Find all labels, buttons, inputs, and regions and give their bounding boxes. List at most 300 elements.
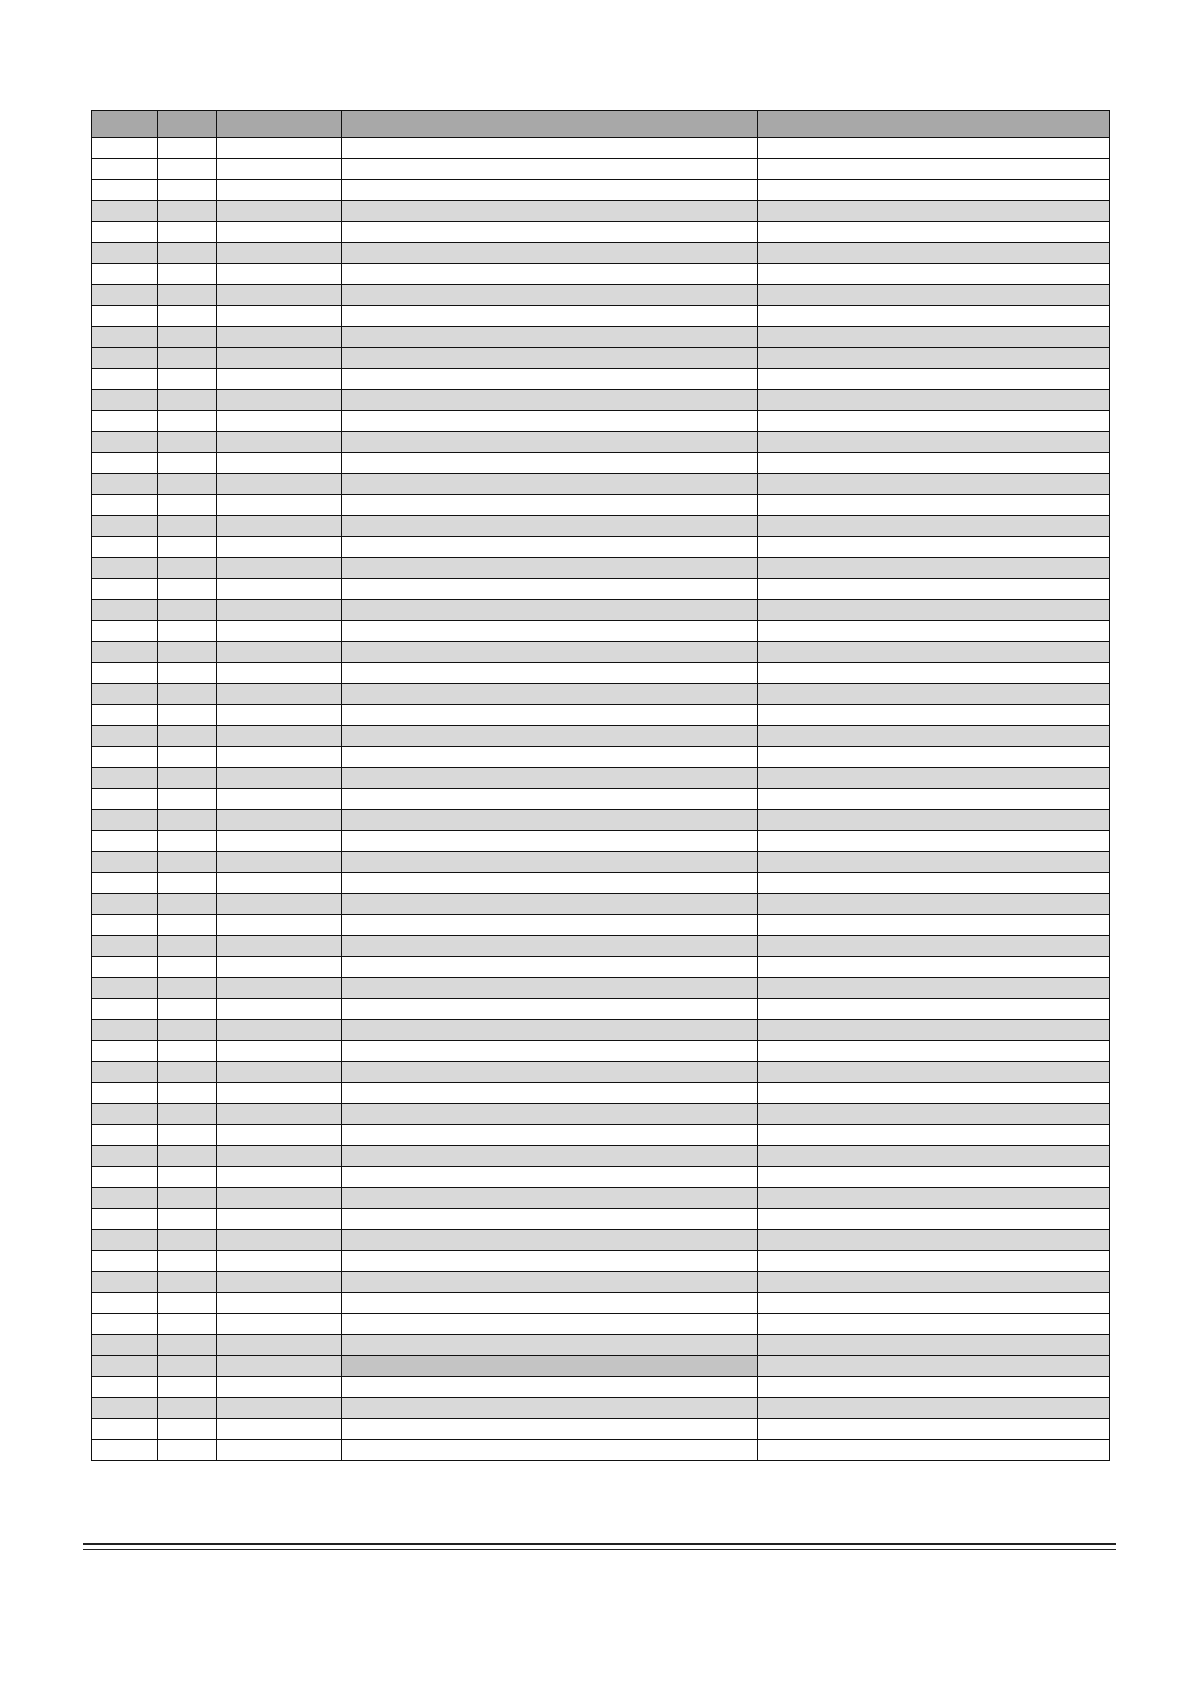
- table-cell: [158, 138, 217, 159]
- table-cell: [342, 1398, 758, 1419]
- table-cell: [758, 180, 1110, 201]
- table-cell: [217, 957, 342, 978]
- table-cell: [217, 558, 342, 579]
- table-cell: [92, 747, 158, 768]
- table-cell: [342, 642, 758, 663]
- table-cell: [158, 1041, 217, 1062]
- table-cell: [158, 1356, 217, 1377]
- table-cell: [342, 1314, 758, 1335]
- table-row: [92, 1083, 1110, 1104]
- table-cell: [758, 747, 1110, 768]
- table-cell: [158, 579, 217, 600]
- table-cell: [158, 1209, 217, 1230]
- table-cell: [158, 1440, 217, 1461]
- table-cell: [342, 264, 758, 285]
- table-cell: [158, 663, 217, 684]
- table-cell: [217, 663, 342, 684]
- table-cell: [217, 1209, 342, 1230]
- table-cell: [758, 201, 1110, 222]
- table-cell: [342, 789, 758, 810]
- table-cell: [217, 873, 342, 894]
- table-cell: [342, 159, 758, 180]
- table-cell: [342, 1419, 758, 1440]
- table-cell: [758, 516, 1110, 537]
- table-cell: [217, 1146, 342, 1167]
- table-cell: [342, 621, 758, 642]
- table-cell: [158, 810, 217, 831]
- table-cell: [342, 1335, 758, 1356]
- table-row: [92, 1188, 1110, 1209]
- table-row: [92, 180, 1110, 201]
- table-cell: [758, 537, 1110, 558]
- table-cell: [158, 1314, 217, 1335]
- table-cell: [217, 831, 342, 852]
- table-cell: [92, 369, 158, 390]
- table-cell: [342, 1272, 758, 1293]
- table-row: [92, 1356, 1110, 1377]
- table-cell: [217, 537, 342, 558]
- table-row: [92, 852, 1110, 873]
- table-cell: [92, 411, 158, 432]
- table-cell: [758, 768, 1110, 789]
- table-cell: [342, 243, 758, 264]
- table-row: [92, 537, 1110, 558]
- table-cell: [92, 957, 158, 978]
- table-cell: [217, 1272, 342, 1293]
- table-cell: [217, 159, 342, 180]
- table-cell: [217, 327, 342, 348]
- table-cell: [758, 663, 1110, 684]
- table-cell: [217, 1062, 342, 1083]
- table-cell: [342, 222, 758, 243]
- table-cell: [217, 579, 342, 600]
- table-cell: [342, 936, 758, 957]
- table-row: [92, 1293, 1110, 1314]
- table-row: [92, 999, 1110, 1020]
- table-cell: [758, 1209, 1110, 1230]
- table-cell: [758, 1167, 1110, 1188]
- table-cell: [217, 1335, 342, 1356]
- table-cell: [92, 306, 158, 327]
- table-cell: [92, 978, 158, 999]
- table-cell: [217, 810, 342, 831]
- table-cell: [342, 1209, 758, 1230]
- table-cell: [92, 831, 158, 852]
- table-cell: [342, 747, 758, 768]
- table-cell: [217, 390, 342, 411]
- table-row: [92, 1398, 1110, 1419]
- table-cell: [342, 894, 758, 915]
- table-cell: [758, 999, 1110, 1020]
- table-cell: [217, 768, 342, 789]
- table-cell: [92, 1251, 158, 1272]
- table-cell: [92, 201, 158, 222]
- table-row: [92, 747, 1110, 768]
- table-cell: [92, 1125, 158, 1146]
- table-cell: [217, 1041, 342, 1062]
- table-cell: [758, 1020, 1110, 1041]
- table-cell: [158, 1167, 217, 1188]
- table-row: [92, 285, 1110, 306]
- table-cell: [342, 684, 758, 705]
- table-cell: [758, 558, 1110, 579]
- table-cell: [217, 1293, 342, 1314]
- table-cell: [342, 1188, 758, 1209]
- table-cell: [158, 1230, 217, 1251]
- table-cell: [158, 1083, 217, 1104]
- table-cell: [342, 768, 758, 789]
- table-cell: [158, 600, 217, 621]
- column-header: [758, 111, 1110, 138]
- table-cell: [92, 537, 158, 558]
- table-cell: [758, 138, 1110, 159]
- table-cell: [342, 180, 758, 201]
- table-row: [92, 1440, 1110, 1461]
- table-cell: [217, 915, 342, 936]
- table-cell: [758, 306, 1110, 327]
- table-row: [92, 327, 1110, 348]
- table-cell: [92, 1062, 158, 1083]
- table-cell: [758, 789, 1110, 810]
- table-cell: [217, 1188, 342, 1209]
- table-cell: [342, 663, 758, 684]
- table-cell: [342, 516, 758, 537]
- table-cell: [758, 285, 1110, 306]
- table-cell: [92, 1146, 158, 1167]
- table-cell: [342, 579, 758, 600]
- table-cell: [217, 474, 342, 495]
- table-row: [92, 1251, 1110, 1272]
- table-row: [92, 600, 1110, 621]
- table-cell: [342, 1062, 758, 1083]
- table-cell: [158, 894, 217, 915]
- table-cell: [92, 684, 158, 705]
- table-cell: [342, 1167, 758, 1188]
- table-cell: [217, 684, 342, 705]
- table-cell: [158, 474, 217, 495]
- table-cell: [217, 789, 342, 810]
- table-cell: [92, 1230, 158, 1251]
- table-row: [92, 369, 1110, 390]
- table-cell: [758, 1356, 1110, 1377]
- table-cell: [92, 1377, 158, 1398]
- table-cell: [342, 978, 758, 999]
- table-cell: [92, 1020, 158, 1041]
- table-cell: [342, 453, 758, 474]
- table-cell: [758, 495, 1110, 516]
- table-row: [92, 684, 1110, 705]
- table-row: [92, 1314, 1110, 1335]
- table-cell: [92, 642, 158, 663]
- table-body: [92, 138, 1110, 1461]
- table-row: [92, 579, 1110, 600]
- table-cell: [342, 348, 758, 369]
- table-cell: [158, 1335, 217, 1356]
- table-row: [92, 873, 1110, 894]
- table-cell: [158, 516, 217, 537]
- table-cell: [217, 516, 342, 537]
- table-cell: [92, 1314, 158, 1335]
- table-cell: [158, 369, 217, 390]
- table-cell: [758, 579, 1110, 600]
- table-cell: [342, 705, 758, 726]
- table-cell: [158, 327, 217, 348]
- table-cell: [217, 747, 342, 768]
- table-row: [92, 1209, 1110, 1230]
- table-cell: [342, 957, 758, 978]
- table-row: [92, 1125, 1110, 1146]
- table-row: [92, 894, 1110, 915]
- table-cell: [342, 432, 758, 453]
- table-cell: [217, 1251, 342, 1272]
- table-cell: [758, 852, 1110, 873]
- table-cell: [342, 1146, 758, 1167]
- table-cell: [158, 306, 217, 327]
- table-cell: [158, 1419, 217, 1440]
- table-cell: [758, 411, 1110, 432]
- table-cell: [342, 1356, 758, 1377]
- table-cell: [217, 138, 342, 159]
- table-cell: [92, 789, 158, 810]
- data-table: [91, 110, 1110, 1461]
- table-cell: [342, 537, 758, 558]
- table-cell: [758, 621, 1110, 642]
- table-cell: [92, 1167, 158, 1188]
- table-cell: [758, 1188, 1110, 1209]
- table-cell: [92, 1398, 158, 1419]
- table-row: [92, 726, 1110, 747]
- table-cell: [92, 390, 158, 411]
- table-cell: [217, 600, 342, 621]
- table-cell: [158, 285, 217, 306]
- table-row: [92, 621, 1110, 642]
- table-cell: [92, 1293, 158, 1314]
- table-cell: [217, 369, 342, 390]
- table-cell: [342, 600, 758, 621]
- column-header: [217, 111, 342, 138]
- table-cell: [92, 474, 158, 495]
- table-row: [92, 1041, 1110, 1062]
- table-row: [92, 1146, 1110, 1167]
- table-cell: [217, 180, 342, 201]
- table-cell: [758, 936, 1110, 957]
- table-row: [92, 1419, 1110, 1440]
- table-cell: [217, 243, 342, 264]
- table-cell: [758, 726, 1110, 747]
- table-cell: [758, 1440, 1110, 1461]
- table-cell: [217, 705, 342, 726]
- table-row: [92, 264, 1110, 285]
- table-cell: [217, 306, 342, 327]
- table-cell: [217, 978, 342, 999]
- table-cell: [158, 726, 217, 747]
- table-cell: [217, 1083, 342, 1104]
- table-cell: [758, 474, 1110, 495]
- table-cell: [158, 1293, 217, 1314]
- table-cell: [342, 726, 758, 747]
- table-cell: [158, 642, 217, 663]
- table-row: [92, 810, 1110, 831]
- table-cell: [758, 222, 1110, 243]
- table-cell: [342, 915, 758, 936]
- table-row: [92, 642, 1110, 663]
- table-row: [92, 1062, 1110, 1083]
- table-cell: [217, 285, 342, 306]
- table-cell: [92, 810, 158, 831]
- table-cell: [217, 1440, 342, 1461]
- table-row: [92, 306, 1110, 327]
- table-row: [92, 1167, 1110, 1188]
- table-cell: [758, 1104, 1110, 1125]
- table-row: [92, 978, 1110, 999]
- table-cell: [342, 1293, 758, 1314]
- table-row: [92, 390, 1110, 411]
- column-header: [158, 111, 217, 138]
- table-cell: [342, 558, 758, 579]
- table-cell: [342, 1104, 758, 1125]
- table-cell: [758, 159, 1110, 180]
- table-row: [92, 705, 1110, 726]
- table-cell: [92, 1356, 158, 1377]
- table-row: [92, 516, 1110, 537]
- table-cell: [342, 810, 758, 831]
- table-cell: [158, 1146, 217, 1167]
- table-cell: [92, 180, 158, 201]
- table-row: [92, 1020, 1110, 1041]
- table-row: [92, 453, 1110, 474]
- table-cell: [758, 1083, 1110, 1104]
- table-cell: [92, 1419, 158, 1440]
- table-cell: [158, 558, 217, 579]
- table-cell: [758, 264, 1110, 285]
- table-cell: [158, 1104, 217, 1125]
- table-cell: [158, 537, 217, 558]
- table-row: [92, 411, 1110, 432]
- table-row: [92, 936, 1110, 957]
- table-cell: [92, 432, 158, 453]
- table-cell: [92, 873, 158, 894]
- table-cell: [92, 1104, 158, 1125]
- table-row: [92, 1272, 1110, 1293]
- table-cell: [92, 1440, 158, 1461]
- table-cell: [217, 1419, 342, 1440]
- table-cell: [158, 411, 217, 432]
- table-cell: [342, 873, 758, 894]
- table-cell: [217, 222, 342, 243]
- table-cell: [158, 1062, 217, 1083]
- table-cell: [92, 558, 158, 579]
- table-row: [92, 348, 1110, 369]
- table-cell: [158, 1398, 217, 1419]
- table-cell: [158, 453, 217, 474]
- table-row: [92, 243, 1110, 264]
- table-cell: [217, 411, 342, 432]
- table-cell: [92, 453, 158, 474]
- table-cell: [158, 621, 217, 642]
- table-cell: [217, 1020, 342, 1041]
- table-cell: [158, 390, 217, 411]
- table-cell: [758, 642, 1110, 663]
- table-row: [92, 789, 1110, 810]
- table-cell: [342, 1041, 758, 1062]
- table-cell: [92, 915, 158, 936]
- table-cell: [342, 138, 758, 159]
- table-cell: [758, 1230, 1110, 1251]
- table-cell: [92, 348, 158, 369]
- table-cell: [92, 768, 158, 789]
- table-row: [92, 495, 1110, 516]
- table-cell: [92, 705, 158, 726]
- table-row: [92, 159, 1110, 180]
- table-cell: [758, 957, 1110, 978]
- table-cell: [758, 390, 1110, 411]
- table-cell: [217, 201, 342, 222]
- table-cell: [217, 432, 342, 453]
- table-cell: [158, 1377, 217, 1398]
- table-cell: [158, 852, 217, 873]
- table-cell: [92, 936, 158, 957]
- table-cell: [158, 1020, 217, 1041]
- table-cell: [758, 453, 1110, 474]
- table-cell: [758, 1377, 1110, 1398]
- table-cell: [217, 621, 342, 642]
- table-row: [92, 474, 1110, 495]
- table-row: [92, 1230, 1110, 1251]
- table-cell: [92, 327, 158, 348]
- table-cell: [758, 1314, 1110, 1335]
- table-row: [92, 663, 1110, 684]
- table-cell: [217, 264, 342, 285]
- table-header-row: [92, 111, 1110, 138]
- table-cell: [158, 768, 217, 789]
- table-cell: [92, 663, 158, 684]
- table-row: [92, 768, 1110, 789]
- table-cell: [92, 621, 158, 642]
- table-row: [92, 138, 1110, 159]
- table-cell: [158, 1251, 217, 1272]
- table-row: [92, 1104, 1110, 1125]
- table-cell: [217, 642, 342, 663]
- table-cell: [158, 789, 217, 810]
- table-cell: [92, 516, 158, 537]
- table-cell: [758, 978, 1110, 999]
- table-cell: [758, 684, 1110, 705]
- table-cell: [217, 1377, 342, 1398]
- table-cell: [217, 894, 342, 915]
- table-cell: [342, 1377, 758, 1398]
- table-cell: [92, 600, 158, 621]
- table-cell: [217, 1104, 342, 1125]
- table-cell: [758, 915, 1110, 936]
- table-cell: [342, 474, 758, 495]
- table-cell: [92, 222, 158, 243]
- table-cell: [342, 1440, 758, 1461]
- table-row: [92, 831, 1110, 852]
- table-cell: [158, 495, 217, 516]
- table-cell: [758, 1293, 1110, 1314]
- table-cell: [158, 1272, 217, 1293]
- table-row: [92, 957, 1110, 978]
- table-cell: [217, 1125, 342, 1146]
- table-cell: [342, 201, 758, 222]
- table-cell: [158, 1125, 217, 1146]
- table-cell: [92, 495, 158, 516]
- table-cell: [158, 747, 217, 768]
- table-cell: [92, 1335, 158, 1356]
- table-cell: [158, 201, 217, 222]
- table-cell: [217, 1167, 342, 1188]
- table-cell: [92, 1209, 158, 1230]
